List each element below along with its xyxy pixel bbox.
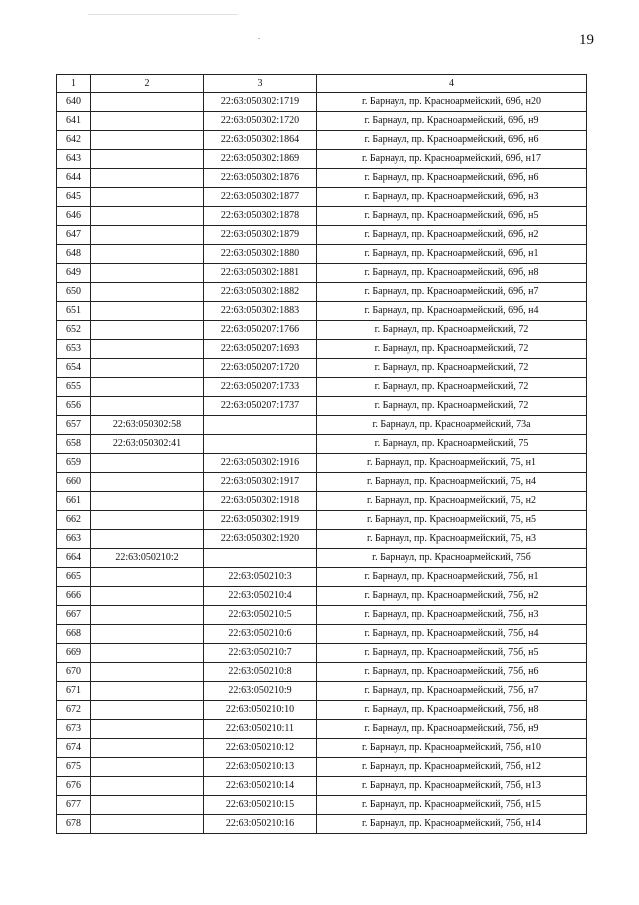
building-cadastral-number-cell: 22:63:050210:15	[204, 796, 317, 815]
table-row	[57, 549, 587, 568]
address-cell: г. Барнаул, пр. Красноармейский, 69б, н5	[317, 207, 587, 226]
address-cell: г. Барнаул, пр. Красноармейский, 75, н2	[317, 492, 587, 511]
row-number-cell: 653	[57, 340, 91, 359]
row-number-cell: 656	[57, 397, 91, 416]
table-row	[57, 112, 587, 131]
building-cadastral-number-cell: 22:63:050302:1919	[204, 511, 317, 530]
row-number-cell: 658	[57, 435, 91, 454]
land-cadastral-number-cell	[91, 777, 204, 796]
table-row	[57, 682, 587, 701]
row-number-cell: 651	[57, 302, 91, 321]
address-cell: г. Барнаул, пр. Красноармейский, 75б, н3	[317, 606, 587, 625]
address-cell: г. Барнаул, пр. Красноармейский, 69б, н9	[317, 112, 587, 131]
row-number-cell: 666	[57, 587, 91, 606]
land-cadastral-number-cell	[91, 606, 204, 625]
row-number-cell: 662	[57, 511, 91, 530]
address-cell: г. Барнаул, пр. Красноармейский, 75б, н6	[317, 663, 587, 682]
header-row	[57, 75, 587, 93]
table-row	[57, 663, 587, 682]
land-cadastral-number-cell	[91, 644, 204, 663]
row-number-cell: 652	[57, 321, 91, 340]
row-number-cell: 675	[57, 758, 91, 777]
land-cadastral-number-cell	[91, 758, 204, 777]
address-cell: г. Барнаул, пр. Красноармейский, 69б, н6	[317, 169, 587, 188]
land-cadastral-number-cell: 22:63:050302:58	[91, 416, 204, 435]
land-cadastral-number-cell	[91, 454, 204, 473]
row-number-cell: 657	[57, 416, 91, 435]
address-cell: г. Барнаул, пр. Красноармейский, 69б, н2	[317, 226, 587, 245]
building-cadastral-number-cell: 22:63:050302:1720	[204, 112, 317, 131]
table-row	[57, 587, 587, 606]
table-row	[57, 131, 587, 150]
address-cell: г. Барнаул, пр. Красноармейский, 69б, н6	[317, 131, 587, 150]
address-cell: г. Барнаул, пр. Красноармейский, 69б, н8	[317, 264, 587, 283]
row-number-cell: 671	[57, 682, 91, 701]
row-number-cell: 648	[57, 245, 91, 264]
address-cell: г. Барнаул, пр. Красноармейский, 72	[317, 378, 587, 397]
row-number-cell: 669	[57, 644, 91, 663]
header-col-2: 2	[91, 75, 204, 93]
row-number-cell: 642	[57, 131, 91, 150]
address-cell: г. Барнаул, пр. Красноармейский, 75б, н13	[317, 777, 587, 796]
address-cell: г. Барнаул, пр. Красноармейский, 75, н1	[317, 454, 587, 473]
building-cadastral-number-cell	[204, 435, 317, 454]
land-cadastral-number-cell	[91, 340, 204, 359]
address-cell: г. Барнаул, пр. Красноармейский, 73а	[317, 416, 587, 435]
row-number-cell: 673	[57, 720, 91, 739]
land-cadastral-number-cell	[91, 359, 204, 378]
address-cell: г. Барнаул, пр. Красноармейский, 72	[317, 340, 587, 359]
building-cadastral-number-cell: 22:63:050302:1883	[204, 302, 317, 321]
scan-artifact-dot	[258, 38, 260, 39]
building-cadastral-number-cell: 22:63:050210:9	[204, 682, 317, 701]
row-number-cell: 644	[57, 169, 91, 188]
address-cell: г. Барнаул, пр. Красноармейский, 69б, н7	[317, 283, 587, 302]
table-row	[57, 815, 587, 834]
table-row	[57, 454, 587, 473]
header-col-1: 1	[57, 75, 91, 93]
table-row	[57, 378, 587, 397]
land-cadastral-number-cell	[91, 492, 204, 511]
address-cell: г. Барнаул, пр. Красноармейский, 75б, н2	[317, 587, 587, 606]
table-row	[57, 796, 587, 815]
building-cadastral-number-cell: 22:63:050210:13	[204, 758, 317, 777]
land-cadastral-number-cell	[91, 720, 204, 739]
land-cadastral-number-cell: 22:63:050210:2	[91, 549, 204, 568]
row-number-cell: 643	[57, 150, 91, 169]
table-row	[57, 644, 587, 663]
building-cadastral-number-cell: 22:63:050207:1766	[204, 321, 317, 340]
table-row	[57, 625, 587, 644]
table-row	[57, 492, 587, 511]
table-body	[57, 93, 587, 834]
row-number-cell: 677	[57, 796, 91, 815]
address-cell: г. Барнаул, пр. Красноармейский, 75б, н1	[317, 568, 587, 587]
land-cadastral-number-cell	[91, 568, 204, 587]
table-row	[57, 606, 587, 625]
building-cadastral-number-cell: 22:63:050302:1864	[204, 131, 317, 150]
land-cadastral-number-cell	[91, 663, 204, 682]
row-number-cell: 654	[57, 359, 91, 378]
address-cell: г. Барнаул, пр. Красноармейский, 72	[317, 397, 587, 416]
land-cadastral-number-cell	[91, 796, 204, 815]
building-cadastral-number-cell: 22:63:050302:1878	[204, 207, 317, 226]
row-number-cell: 646	[57, 207, 91, 226]
table-row	[57, 777, 587, 796]
address-cell: г. Барнаул, пр. Красноармейский, 69б, н17	[317, 150, 587, 169]
table-row	[57, 93, 587, 112]
land-cadastral-number-cell	[91, 93, 204, 112]
building-cadastral-number-cell: 22:63:050302:1879	[204, 226, 317, 245]
building-cadastral-number-cell: 22:63:050210:4	[204, 587, 317, 606]
address-cell: г. Барнаул, пр. Красноармейский, 75б, н9	[317, 720, 587, 739]
table-row	[57, 340, 587, 359]
land-cadastral-number-cell	[91, 739, 204, 758]
row-number-cell: 660	[57, 473, 91, 492]
land-cadastral-number-cell	[91, 302, 204, 321]
land-cadastral-number-cell	[91, 530, 204, 549]
row-number-cell: 667	[57, 606, 91, 625]
building-cadastral-number-cell: 22:63:050207:1720	[204, 359, 317, 378]
row-number-cell: 641	[57, 112, 91, 131]
building-cadastral-number-cell: 22:63:050210:5	[204, 606, 317, 625]
building-cadastral-number-cell: 22:63:050302:1719	[204, 93, 317, 112]
table-row	[57, 739, 587, 758]
land-cadastral-number-cell	[91, 397, 204, 416]
address-cell: г. Барнаул, пр. Красноармейский, 75б, н10	[317, 739, 587, 758]
table-row	[57, 416, 587, 435]
address-cell: г. Барнаул, пр. Красноармейский, 72	[317, 321, 587, 340]
building-cadastral-number-cell: 22:63:050302:1916	[204, 454, 317, 473]
table-row	[57, 302, 587, 321]
land-cadastral-number-cell	[91, 264, 204, 283]
address-cell: г. Барнаул, пр. Красноармейский, 69б, н4	[317, 302, 587, 321]
table-row	[57, 169, 587, 188]
land-cadastral-number-cell	[91, 587, 204, 606]
row-number-cell: 640	[57, 93, 91, 112]
table-row	[57, 226, 587, 245]
address-cell: г. Барнаул, пр. Красноармейский, 75б, н12	[317, 758, 587, 777]
address-cell: г. Барнаул, пр. Красноармейский, 75б, н7	[317, 682, 587, 701]
building-cadastral-number-cell: 22:63:050302:1917	[204, 473, 317, 492]
address-cell: г. Барнаул, пр. Красноармейский, 69б, н1	[317, 245, 587, 264]
table-row	[57, 150, 587, 169]
row-number-cell: 649	[57, 264, 91, 283]
address-cell: г. Барнаул, пр. Красноармейский, 75, н5	[317, 511, 587, 530]
building-cadastral-number-cell: 22:63:050207:1733	[204, 378, 317, 397]
table-row	[57, 207, 587, 226]
building-cadastral-number-cell	[204, 416, 317, 435]
address-cell: г. Барнаул, пр. Красноармейский, 75, н4	[317, 473, 587, 492]
address-cell: г. Барнаул, пр. Красноармейский, 75б, н15	[317, 796, 587, 815]
table-row	[57, 758, 587, 777]
building-cadastral-number-cell	[204, 549, 317, 568]
building-cadastral-number-cell: 22:63:050302:1876	[204, 169, 317, 188]
address-cell: г. Барнаул, пр. Красноармейский, 75б, н8	[317, 701, 587, 720]
land-cadastral-number-cell	[91, 625, 204, 644]
row-number-cell: 664	[57, 549, 91, 568]
address-cell: г. Барнаул, пр. Красноармейский, 75	[317, 435, 587, 454]
row-number-cell: 645	[57, 188, 91, 207]
row-number-cell: 678	[57, 815, 91, 834]
land-cadastral-number-cell	[91, 226, 204, 245]
table-row	[57, 359, 587, 378]
building-cadastral-number-cell: 22:63:050210:7	[204, 644, 317, 663]
building-cadastral-number-cell: 22:63:050210:12	[204, 739, 317, 758]
land-cadastral-number-cell	[91, 150, 204, 169]
table-row	[57, 511, 587, 530]
row-number-cell: 665	[57, 568, 91, 587]
row-number-cell: 676	[57, 777, 91, 796]
land-cadastral-number-cell: 22:63:050302:41	[91, 435, 204, 454]
table-row	[57, 473, 587, 492]
land-cadastral-number-cell	[91, 112, 204, 131]
table-row	[57, 568, 587, 587]
row-number-cell: 661	[57, 492, 91, 511]
building-cadastral-number-cell: 22:63:050302:1881	[204, 264, 317, 283]
scan-artifact-line	[88, 14, 238, 15]
row-number-cell: 672	[57, 701, 91, 720]
land-cadastral-number-cell	[91, 682, 204, 701]
building-cadastral-number-cell: 22:63:050302:1920	[204, 530, 317, 549]
row-number-cell: 650	[57, 283, 91, 302]
land-cadastral-number-cell	[91, 321, 204, 340]
building-cadastral-number-cell: 22:63:050210:16	[204, 815, 317, 834]
table-row	[57, 701, 587, 720]
building-cadastral-number-cell: 22:63:050302:1882	[204, 283, 317, 302]
land-cadastral-number-cell	[91, 131, 204, 150]
registry-table	[56, 74, 587, 834]
row-number-cell: 659	[57, 454, 91, 473]
header-col-4: 4	[317, 75, 587, 93]
building-cadastral-number-cell: 22:63:050207:1737	[204, 397, 317, 416]
address-cell: г. Барнаул, пр. Красноармейский, 75б, н14	[317, 815, 587, 834]
land-cadastral-number-cell	[91, 511, 204, 530]
address-cell: г. Барнаул, пр. Красноармейский, 72	[317, 359, 587, 378]
land-cadastral-number-cell	[91, 378, 204, 397]
row-number-cell: 670	[57, 663, 91, 682]
building-cadastral-number-cell: 22:63:050302:1918	[204, 492, 317, 511]
land-cadastral-number-cell	[91, 207, 204, 226]
address-cell: г. Барнаул, пр. Красноармейский, 69б, н20	[317, 93, 587, 112]
row-number-cell: 674	[57, 739, 91, 758]
table-row	[57, 188, 587, 207]
address-cell: г. Барнаул, пр. Красноармейский, 75б	[317, 549, 587, 568]
building-cadastral-number-cell: 22:63:050210:10	[204, 701, 317, 720]
table-row	[57, 245, 587, 264]
address-cell: г. Барнаул, пр. Красноармейский, 75б, н5	[317, 644, 587, 663]
building-cadastral-number-cell: 22:63:050302:1869	[204, 150, 317, 169]
building-cadastral-number-cell: 22:63:050302:1880	[204, 245, 317, 264]
page-number: 19	[579, 32, 594, 48]
land-cadastral-number-cell	[91, 815, 204, 834]
land-cadastral-number-cell	[91, 188, 204, 207]
table-header	[57, 75, 587, 93]
table-row	[57, 720, 587, 739]
building-cadastral-number-cell: 22:63:050210:8	[204, 663, 317, 682]
building-cadastral-number-cell: 22:63:050302:1877	[204, 188, 317, 207]
row-number-cell: 655	[57, 378, 91, 397]
building-cadastral-number-cell: 22:63:050210:14	[204, 777, 317, 796]
building-cadastral-number-cell: 22:63:050210:11	[204, 720, 317, 739]
address-cell: г. Барнаул, пр. Красноармейский, 75б, н4	[317, 625, 587, 644]
row-number-cell: 647	[57, 226, 91, 245]
row-number-cell: 663	[57, 530, 91, 549]
land-cadastral-number-cell	[91, 283, 204, 302]
land-cadastral-number-cell	[91, 169, 204, 188]
table-row	[57, 283, 587, 302]
building-cadastral-number-cell: 22:63:050210:6	[204, 625, 317, 644]
row-number-cell: 668	[57, 625, 91, 644]
table-row	[57, 435, 587, 454]
table-row	[57, 264, 587, 283]
land-cadastral-number-cell	[91, 701, 204, 720]
address-cell: г. Барнаул, пр. Красноармейский, 75, н3	[317, 530, 587, 549]
building-cadastral-number-cell: 22:63:050207:1693	[204, 340, 317, 359]
building-cadastral-number-cell: 22:63:050210:3	[204, 568, 317, 587]
table-row	[57, 321, 587, 340]
address-cell: г. Барнаул, пр. Красноармейский, 69б, н3	[317, 188, 587, 207]
land-cadastral-number-cell	[91, 473, 204, 492]
header-col-3: 3	[204, 75, 317, 93]
land-cadastral-number-cell	[91, 245, 204, 264]
table-row	[57, 397, 587, 416]
table-row	[57, 530, 587, 549]
